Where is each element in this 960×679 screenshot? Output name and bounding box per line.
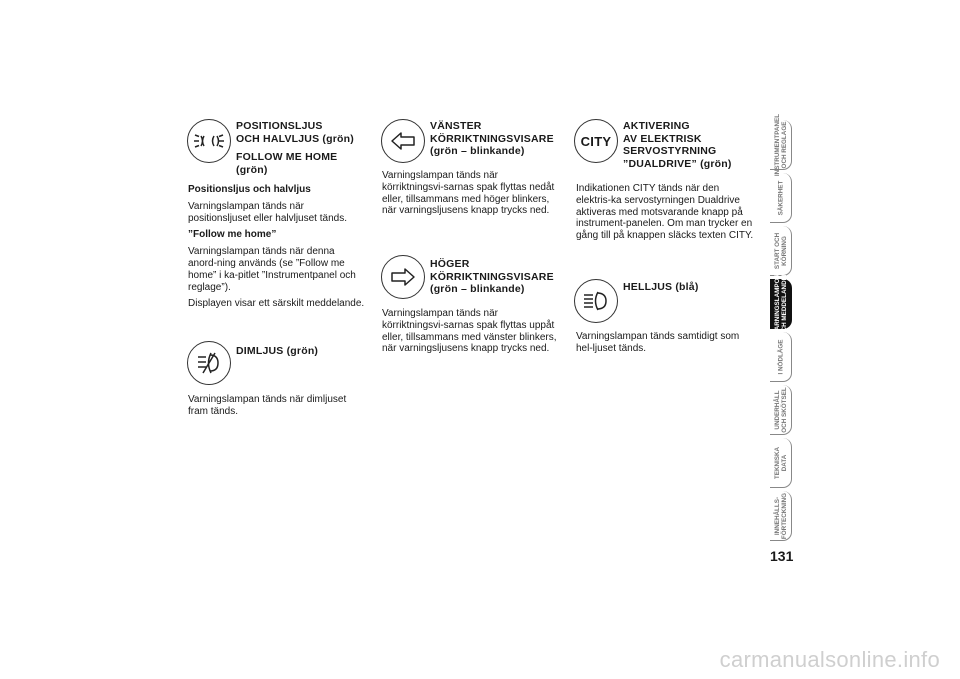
- high-beam-icon: [574, 279, 618, 323]
- title-line: KÖRRIKTNINGSVISARE: [430, 270, 554, 283]
- title-line: (grön – blinkande): [430, 283, 525, 295]
- paragraph: Varningslampan tänds när positionsljuset eller halvljuset tänds.: [188, 200, 347, 224]
- fog-light-text: Varningslampan tänds när dimljuset fram tänds.: [188, 394, 347, 417]
- position-low-beam-text: [188, 184, 366, 315]
- title-line: (grön): [236, 163, 268, 176]
- chapter-tab-label: VARNINGSLAMPOR OCH MEDDELANDEN: [773, 271, 788, 336]
- chapter-tab[interactable]: [770, 226, 792, 276]
- right-turn-signal-text: Varningslampan tänds när körriktningsvi-sarnas spak flyttas uppåt eller, tillsammans med vänster blinkers, när varningsljusens knapp trycks ned.: [382, 308, 557, 355]
- position-low-beam-title: [236, 120, 354, 176]
- chapter-tab[interactable]: [770, 438, 792, 488]
- title-line: FOLLOW ME HOME: [236, 151, 338, 163]
- chapter-tab-label: INNEHÅLLS- FÖRTECKNING: [773, 492, 788, 539]
- title-line: SERVOSTYRNING: [623, 145, 717, 157]
- chapter-tab[interactable]: [770, 332, 792, 382]
- chapter-tab-label: INSTRUMENTPANEL OCH REGLAGE: [773, 113, 788, 176]
- title-line: AV ELEKTRISK: [623, 132, 702, 145]
- city-icon-text: CITY: [580, 133, 612, 149]
- left-turn-signal-title: [430, 120, 554, 158]
- paragraph: Positionsljus och halvljus: [188, 184, 311, 195]
- watermark: carmanualsonline.info: [719, 647, 940, 672]
- chapter-tab[interactable]: [770, 271, 792, 336]
- chapter-tab-label: START OCH KÖRNING: [773, 232, 788, 269]
- title-line: OCH HALVLJUS (grön): [236, 132, 354, 145]
- title-line: VÄNSTER: [430, 120, 482, 132]
- chapter-tab-label: SÄKERHET: [777, 180, 784, 215]
- paragraph: Displayen visar ett särskilt meddelande.: [188, 298, 365, 310]
- right-turn-signal-title: [430, 258, 554, 296]
- city-steering-icon: [574, 119, 618, 163]
- chapter-tab-label: TEKNISKA DATA: [773, 446, 788, 479]
- title-line: KÖRRIKTNINGSVISARE: [430, 132, 554, 145]
- paragraph: ”Follow me home”: [188, 229, 277, 241]
- paragraph: Varningslampan tänds när denna anord-ning används (se ”Follow me home” i ka-pitlet ”Instrumentpanel och reglage”).: [188, 246, 356, 293]
- left-turn-signal-icon: [381, 119, 425, 163]
- page-number: 131: [770, 548, 794, 564]
- chapter-tab[interactable]: [770, 385, 792, 435]
- chapter-tab-label: UNDERHÅLL OCH SKÖTSEL: [773, 386, 788, 433]
- title-line: ”DUALDRIVE” (grön): [623, 157, 732, 170]
- high-beam-title: HELLJUS (blå): [623, 281, 699, 293]
- right-turn-signal-icon: [381, 255, 425, 299]
- high-beam-text: Varningslampan tänds samtidigt som hel-ljuset tänds.: [576, 331, 740, 354]
- chapter-tab[interactable]: [770, 173, 792, 223]
- chapter-tab-label: I NÖDLÄGE: [777, 339, 784, 374]
- chapter-tab[interactable]: [770, 113, 792, 176]
- title-line: HÖGER: [430, 258, 470, 270]
- chapter-tab[interactable]: [770, 491, 792, 541]
- title-line: AKTIVERING: [623, 120, 690, 132]
- city-steering-title: [623, 120, 732, 170]
- position-low-beam-icon: [187, 119, 231, 163]
- city-steering-text: Indikationen CITY tänds när den elektris-ka servostyrningen Dualdrive aktiveras med motsvarande knapp på instrument-panelen. Om man trycker en gång till på knappen släcks texten CITY.: [576, 183, 754, 242]
- title-line: (grön – blinkande): [430, 145, 525, 157]
- left-turn-signal-text: Varningslampan tänds när körriktningsvi-sarnas spak flyttas nedåt eller, tillsammans med höger blinkers, när varningsljusens knapp trycks ned.: [382, 170, 555, 217]
- title-line: POSITIONSLJUS: [236, 120, 323, 132]
- fog-light-title: DIMLJUS (grön): [236, 345, 319, 357]
- front-fog-light-icon: [187, 341, 231, 385]
